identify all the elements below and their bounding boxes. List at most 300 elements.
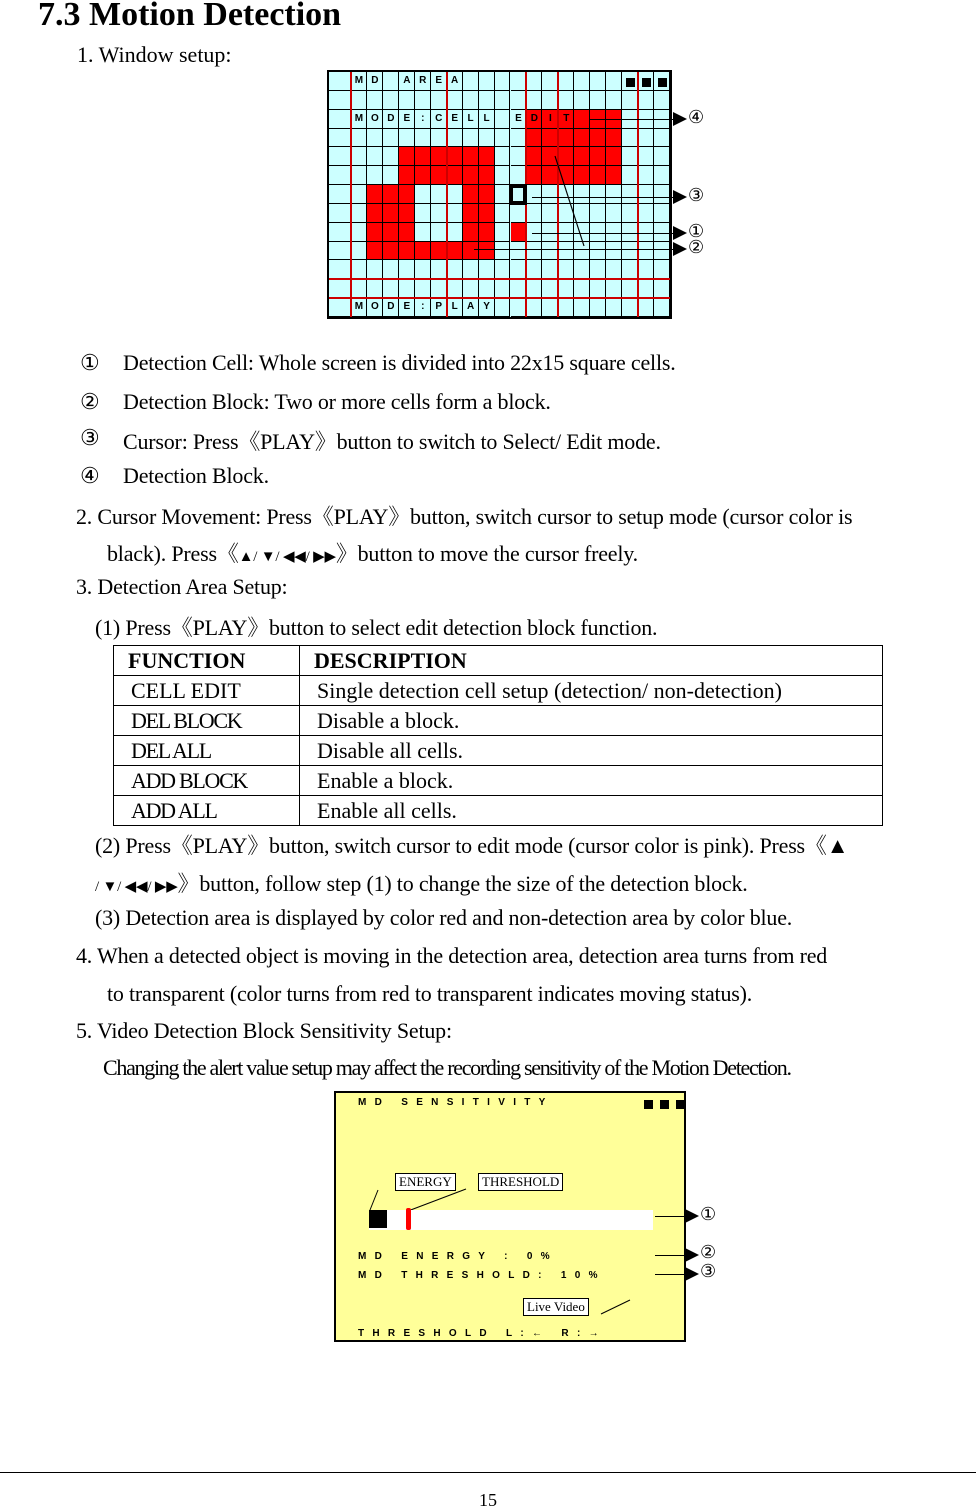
grid-cell[interactable] (526, 72, 542, 91)
grid-cell[interactable] (638, 185, 654, 204)
grid-cell[interactable] (399, 279, 415, 298)
step1-text: (1) Press《PLAY》button to select edit detection block function. (95, 615, 658, 640)
detection-cell[interactable] (479, 204, 495, 223)
detection-cell[interactable] (526, 129, 542, 148)
threshold-adjust-hint: THRESHOLD L:← R:→ (358, 1328, 607, 1339)
grid-cell[interactable] (574, 298, 590, 317)
grid-cell[interactable] (415, 204, 431, 223)
detection-cell[interactable] (367, 185, 383, 204)
grid-cell[interactable] (351, 204, 367, 223)
grid-cell[interactable] (574, 72, 590, 91)
detection-cell[interactable] (463, 223, 479, 242)
grid-cell[interactable] (654, 242, 670, 261)
grid-cell[interactable] (590, 298, 606, 317)
grid-cell[interactable] (367, 166, 383, 185)
grid-cell[interactable] (383, 72, 399, 91)
grid-cell[interactable] (463, 260, 479, 279)
grid-cell[interactable] (463, 91, 479, 110)
grid-cell[interactable] (654, 204, 670, 223)
grid-cell[interactable] (654, 91, 670, 110)
item-text-3: Cursor: Press《PLAY》button to switch to Select/ Edit mode. (123, 429, 661, 454)
grid-cell[interactable] (495, 72, 511, 91)
detection-cell[interactable] (367, 204, 383, 223)
grid-cell[interactable] (558, 279, 574, 298)
grid-cell[interactable] (590, 204, 606, 223)
grid-cell[interactable] (654, 185, 670, 204)
grid-cell[interactable] (511, 129, 527, 148)
detection-cell[interactable] (367, 223, 383, 242)
grid-cell[interactable] (495, 223, 511, 242)
detection-cell[interactable] (415, 166, 431, 185)
grid-cell[interactable] (654, 298, 670, 317)
energy-bar (369, 1210, 653, 1230)
grid-cell[interactable] (463, 72, 479, 91)
detection-cell[interactable] (463, 147, 479, 166)
grid-label-char: R (419, 75, 427, 86)
detection-cell[interactable] (463, 166, 479, 185)
grid-cell[interactable] (542, 72, 558, 91)
detection-cell[interactable] (399, 166, 415, 185)
grid-cell[interactable] (383, 260, 399, 279)
window-setup-title: 1. Window setup: (77, 42, 232, 67)
grid-cell[interactable] (415, 279, 431, 298)
grid-cell[interactable] (329, 129, 351, 148)
grid-label-char: O (371, 112, 379, 124)
grid-cell[interactable] (415, 185, 431, 204)
grid-cell[interactable] (367, 91, 383, 110)
grid-label-char: L (467, 112, 474, 124)
grid-cell[interactable] (329, 147, 351, 166)
grid-cell[interactable] (526, 298, 542, 317)
detection-cell[interactable] (590, 129, 606, 148)
description-cell: Enable a block. (300, 766, 883, 796)
panel-title: MD SENSITIVITY (358, 1097, 554, 1108)
md-sensitivity-panel (334, 1091, 686, 1342)
grid-cell[interactable] (622, 147, 638, 166)
function-cell: ADD BLOCK (114, 766, 300, 796)
description-cell: Enable all cells. (300, 796, 883, 826)
grid-cell[interactable] (329, 185, 351, 204)
detection-cell[interactable] (431, 166, 447, 185)
function-cell: ADD ALL (114, 796, 300, 826)
grid-cell[interactable] (622, 166, 638, 185)
detection-cell[interactable] (447, 147, 463, 166)
grid-cell[interactable] (495, 91, 511, 110)
grid-cell[interactable] (399, 260, 415, 279)
grid-cell[interactable] (654, 279, 670, 298)
detection-cell[interactable] (383, 204, 399, 223)
grid-cell[interactable] (329, 260, 351, 279)
grid-cell[interactable] (606, 260, 622, 279)
grid-cell[interactable] (606, 204, 622, 223)
grid-cell[interactable] (622, 185, 638, 204)
table-row (114, 766, 883, 796)
grid-cell[interactable] (431, 185, 447, 204)
grid-cell[interactable] (351, 129, 367, 148)
grid-cell[interactable] (526, 260, 542, 279)
grid-cell[interactable] (638, 204, 654, 223)
detection-cell[interactable] (574, 110, 590, 129)
grid-cell[interactable] (590, 279, 606, 298)
grid-cell[interactable] (463, 279, 479, 298)
grid-cell[interactable] (329, 298, 351, 317)
callout-line (655, 1274, 687, 1275)
grid-cell[interactable] (447, 129, 463, 148)
grid-cell[interactable] (511, 260, 527, 279)
grid-cell[interactable] (329, 110, 351, 129)
grid-cell[interactable] (351, 147, 367, 166)
detection-cell[interactable] (447, 166, 463, 185)
grid-label-char: E (515, 112, 522, 124)
grid-cell[interactable] (447, 279, 463, 298)
grid-cell[interactable] (447, 223, 463, 242)
detection-cell[interactable] (383, 242, 399, 261)
grid-cell[interactable] (415, 129, 431, 148)
item-num-3: ③ (80, 425, 100, 450)
grid-cell[interactable] (574, 279, 590, 298)
grid-cell[interactable] (638, 91, 654, 110)
detection-cell[interactable] (479, 223, 495, 242)
grid-cell[interactable] (495, 147, 511, 166)
detection-cell[interactable] (463, 185, 479, 204)
description-cell: Single detection cell setup (detection/ non-detection) (300, 676, 883, 706)
grid-cell[interactable] (383, 166, 399, 185)
table-row (114, 736, 883, 766)
grid-cell[interactable] (367, 260, 383, 279)
grid-cell[interactable] (622, 242, 638, 261)
grid-cell[interactable] (415, 260, 431, 279)
detection-cell[interactable] (415, 147, 431, 166)
grid-cell[interactable] (447, 204, 463, 223)
grid-label-char: M (354, 75, 364, 86)
grid-cell[interactable] (479, 279, 495, 298)
grid-cell[interactable] (638, 147, 654, 166)
grid-divider (329, 297, 670, 299)
grid-label-char: A (403, 75, 411, 86)
grid-cell[interactable] (622, 298, 638, 317)
grid-cell[interactable] (415, 223, 431, 242)
grid-cell[interactable] (383, 147, 399, 166)
grid-cell[interactable] (654, 166, 670, 185)
grid-cell[interactable] (638, 129, 654, 148)
detection-cell[interactable] (590, 147, 606, 166)
detection-cell[interactable] (511, 223, 527, 242)
moving-status-line2: to transparent (color turns from red to transparent indicates moving status). (107, 981, 753, 1006)
grid-label-char: A (451, 75, 459, 86)
grid-cell[interactable] (367, 279, 383, 298)
grid-cell[interactable] (590, 242, 606, 261)
function-cell: CELL EDIT (114, 676, 300, 706)
energy-label: ENERGY (395, 1173, 456, 1191)
grid-label-char: M (354, 112, 364, 124)
line2-pre: black). Press《 (107, 541, 239, 566)
moving-status-line1: 4. When a detected object is moving in the detection area, detection area turns from red (76, 943, 828, 968)
grid-cell[interactable] (526, 242, 542, 261)
grid-cell[interactable] (495, 260, 511, 279)
grid-cell[interactable] (558, 91, 574, 110)
cursor-movement-line1: 2. Cursor Movement: Press《PLAY》button, switch cursor to setup mode (cursor color is (76, 504, 853, 529)
grid-cell[interactable] (638, 260, 654, 279)
detection-cell[interactable] (383, 185, 399, 204)
grid-cell[interactable] (383, 279, 399, 298)
grid-label-char: A (466, 301, 475, 313)
section-heading: 7.3 Motion Detection (38, 0, 342, 33)
description-cell: Disable all cells. (300, 736, 883, 766)
grid-cell[interactable] (622, 260, 638, 279)
grid-cell[interactable] (329, 91, 351, 110)
grid-cell[interactable] (590, 185, 606, 204)
grid-cell[interactable] (606, 185, 622, 204)
grid-cell[interactable] (542, 260, 558, 279)
item-text-1: Detection Cell: Whole screen is divided into 22x15 square cells. (123, 350, 676, 375)
grid-cell[interactable] (542, 91, 558, 110)
grid-label-char: : (421, 301, 425, 313)
grid-cell[interactable] (431, 204, 447, 223)
live-video-label: Live Video (523, 1298, 589, 1316)
grid-cell[interactable] (511, 279, 527, 298)
grid-cell[interactable] (399, 91, 415, 110)
md-area-grid (327, 70, 672, 319)
grid-label-char: D (371, 75, 379, 86)
grid-cell[interactable] (654, 147, 670, 166)
step2-line2 (95, 867, 748, 898)
grid-cell[interactable] (415, 91, 431, 110)
header-description: DESCRIPTION (300, 646, 883, 676)
arrow-icon (673, 112, 687, 126)
grid-label-char: P (435, 301, 443, 313)
grid-cell[interactable] (542, 279, 558, 298)
indicator-square (642, 78, 651, 87)
md-threshold-readout: MD THRESHOLD: 10% (358, 1270, 606, 1281)
table-row (114, 706, 883, 736)
panel-callout-1: ① (700, 1204, 717, 1225)
grid-label-char: L (451, 301, 458, 313)
callout-1: ① (688, 221, 705, 242)
grid-cell[interactable] (511, 72, 527, 91)
table-row (114, 676, 883, 706)
detection-cell[interactable] (399, 223, 415, 242)
grid-cell[interactable] (590, 72, 606, 91)
step2-line2-post: 》button, follow step (1) to change the size of the detection block. (177, 871, 748, 896)
step2-line1: (2) Press《PLAY》button, switch cursor to edit mode (cursor color is pink). Press《▲ (95, 833, 849, 858)
grid-cell[interactable] (431, 260, 447, 279)
grid-cell[interactable] (526, 185, 542, 204)
grid-cell[interactable] (606, 242, 622, 261)
grid-cell[interactable] (638, 298, 654, 317)
grid-cell[interactable] (495, 279, 511, 298)
grid-cell[interactable] (351, 91, 367, 110)
grid-cell[interactable] (590, 91, 606, 110)
detection-cell[interactable] (558, 129, 574, 148)
grid-cell[interactable] (495, 298, 511, 317)
grid-cell[interactable] (558, 72, 574, 91)
grid-cell[interactable] (511, 298, 527, 317)
detection-cell[interactable] (399, 204, 415, 223)
detection-cell[interactable] (399, 147, 415, 166)
grid-cell[interactable] (622, 129, 638, 148)
detection-cell[interactable] (526, 166, 542, 185)
detection-cell[interactable] (606, 129, 622, 148)
detection-cell[interactable] (399, 242, 415, 261)
grid-cell[interactable] (383, 129, 399, 148)
grid-cell[interactable] (351, 279, 367, 298)
grid-cell[interactable] (622, 91, 638, 110)
grid-cell[interactable] (495, 129, 511, 148)
grid-cell[interactable] (606, 298, 622, 317)
grid-cell[interactable] (638, 166, 654, 185)
grid-cell[interactable] (329, 166, 351, 185)
grid-label-char: D (387, 301, 395, 313)
detection-cell[interactable] (399, 185, 415, 204)
grid-cell[interactable] (479, 260, 495, 279)
grid-cell[interactable] (558, 260, 574, 279)
grid-cell[interactable] (479, 129, 495, 148)
detection-cell[interactable] (431, 242, 447, 261)
grid-cell[interactable] (542, 298, 558, 317)
line2-post: 》button to move the cursor freely. (335, 541, 638, 566)
grid-cell[interactable] (351, 242, 367, 261)
grid-cell[interactable] (511, 166, 527, 185)
item-text-4: Detection Block. (123, 463, 269, 488)
arrow-keys-icon: ▲/ ▼/ ◀◀/ ▶▶ (238, 549, 336, 565)
grid-cell[interactable] (511, 91, 527, 110)
grid-cell[interactable] (606, 72, 622, 91)
detection-cell[interactable] (606, 166, 622, 185)
cursor-movement-line2 (107, 537, 638, 568)
detection-cell[interactable] (590, 166, 606, 185)
grid-label-char: E (403, 301, 411, 313)
grid-cell[interactable] (606, 279, 622, 298)
grid-cell[interactable] (590, 260, 606, 279)
grid-cell[interactable] (329, 72, 351, 91)
grid-cell[interactable] (329, 279, 351, 298)
grid-cell[interactable] (511, 147, 527, 166)
grid-cell[interactable] (351, 223, 367, 242)
grid-cell[interactable] (622, 279, 638, 298)
grid-cell[interactable] (638, 242, 654, 261)
grid-divider (329, 278, 670, 280)
grid-cell[interactable] (526, 279, 542, 298)
detection-cell[interactable] (463, 242, 479, 261)
live-video-pointer (598, 1298, 633, 1316)
callout-4: ④ (688, 107, 705, 128)
grid-cell[interactable] (463, 129, 479, 148)
detection-cell[interactable] (447, 242, 463, 261)
grid-cell[interactable] (329, 204, 351, 223)
grid-cell[interactable] (511, 204, 527, 223)
grid-label-char: E (435, 75, 443, 86)
grid-cell[interactable] (495, 204, 511, 223)
detection-cell[interactable] (479, 166, 495, 185)
grid-cell[interactable] (526, 91, 542, 110)
grid-label-char: D (530, 112, 539, 124)
grid-cell[interactable] (367, 129, 383, 148)
grid-cell[interactable] (447, 185, 463, 204)
grid-cell[interactable] (526, 204, 542, 223)
grid-cell[interactable] (479, 91, 495, 110)
detection-cell[interactable] (479, 147, 495, 166)
item-num-1: ① (80, 350, 100, 375)
grid-label-char: C (435, 112, 443, 124)
grid-cell[interactable] (447, 91, 463, 110)
grid-cell[interactable] (431, 279, 447, 298)
grid-cell[interactable] (329, 242, 351, 261)
grid-label-char: E (403, 112, 411, 124)
grid-cell[interactable] (574, 91, 590, 110)
grid-cell[interactable] (622, 204, 638, 223)
detection-area-title: 3. Detection Area Setup: (76, 574, 288, 599)
grid-label-char: O (371, 301, 379, 313)
grid-cell[interactable] (431, 91, 447, 110)
detection-cell[interactable] (383, 223, 399, 242)
indicator-square (626, 78, 635, 87)
table-header-row (114, 646, 883, 676)
grid-cell[interactable] (351, 260, 367, 279)
callout-2: ② (688, 237, 705, 258)
grid-cell[interactable] (495, 110, 511, 129)
grid-cell[interactable] (638, 279, 654, 298)
indicator-square (660, 1100, 669, 1109)
callout-3: ③ (688, 185, 705, 206)
header-function: FUNCTION (114, 646, 300, 676)
indicator-square (644, 1100, 653, 1109)
grid-cell[interactable] (399, 129, 415, 148)
grid-cell[interactable] (495, 242, 511, 261)
grid-cell[interactable] (431, 129, 447, 148)
detection-cell[interactable] (479, 185, 495, 204)
grid-label-char: I (548, 112, 552, 124)
page-number: 15 (479, 1490, 497, 1510)
grid-cell[interactable] (479, 72, 495, 91)
detection-cell[interactable] (431, 147, 447, 166)
detection-cell[interactable] (542, 129, 558, 148)
grid-label-char: : (421, 112, 425, 124)
arrow-keys-icon: / ▼/ ◀◀/ ▶▶ (95, 879, 178, 895)
grid-cell[interactable] (351, 166, 367, 185)
detection-cell[interactable] (415, 242, 431, 261)
panel-callout-3: ③ (700, 1261, 717, 1282)
grid-cell[interactable] (654, 260, 670, 279)
grid-label-char: M (354, 301, 364, 313)
detection-cell[interactable] (606, 147, 622, 166)
footer-divider (0, 1472, 976, 1473)
grid-cell[interactable] (606, 91, 622, 110)
grid-cell[interactable] (383, 91, 399, 110)
detection-cell[interactable] (463, 204, 479, 223)
grid-label-char: Y (483, 301, 490, 313)
detection-cell[interactable] (526, 147, 542, 166)
detection-cell[interactable] (367, 242, 383, 261)
description-cell: Disable a block. (300, 706, 883, 736)
grid-cell[interactable] (329, 223, 351, 242)
arrow-icon (685, 1267, 699, 1281)
grid-cell[interactable] (511, 242, 527, 261)
threshold-label: THRESHOLD (478, 1173, 563, 1191)
grid-cell[interactable] (574, 260, 590, 279)
detection-cell[interactable] (574, 129, 590, 148)
grid-cell[interactable] (431, 223, 447, 242)
grid-cell[interactable] (495, 166, 511, 185)
grid-cell[interactable] (654, 129, 670, 148)
callout-line (655, 1255, 687, 1256)
grid-cell[interactable] (351, 185, 367, 204)
detection-cell[interactable] (479, 242, 495, 261)
grid-cell[interactable] (367, 147, 383, 166)
cursor[interactable] (509, 184, 528, 205)
grid-cell[interactable] (447, 260, 463, 279)
threshold-marker[interactable] (406, 1208, 411, 1230)
grid-cell[interactable] (558, 298, 574, 317)
